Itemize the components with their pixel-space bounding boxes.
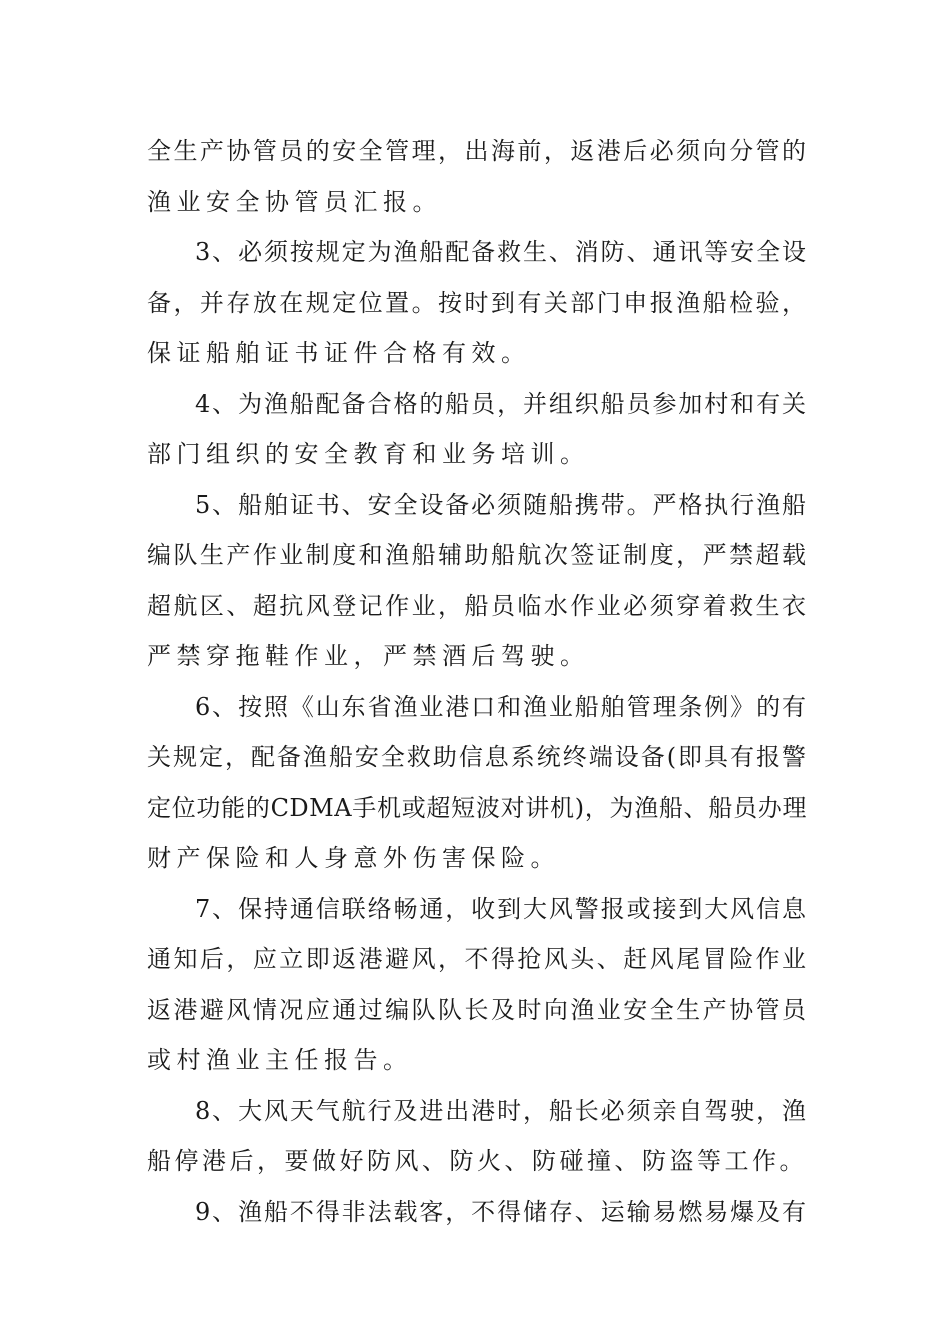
text-line: 3、必须按规定为渔船配备救生、消防、通讯等安全设	[195, 238, 807, 266]
text-line: 9、渔船不得非法载客，不得储存、运输易燃易爆及有	[195, 1198, 807, 1226]
text-line: 或村渔业主任报告。	[147, 1046, 413, 1074]
text-line: 超航区、超抗风登记作业，船员临水作业必须穿着救生衣	[147, 592, 807, 620]
text-line: 8、大风天气航行及进出港时，船长必须亲自驾驶，渔	[195, 1097, 807, 1125]
text-line: 通知后，应立即返港避风，不得抢风头、赶风尾冒险作业	[147, 945, 807, 973]
text-line: 财产保险和人身意外伤害保险。	[147, 844, 560, 872]
text-line: 备，并存放在规定位置。按时到有关部门申报渔船检验，	[147, 289, 807, 317]
text-line: 4、为渔船配备合格的船员，并组织船员参加村和有关	[195, 390, 807, 418]
text-line: 6、按照《山东省渔业港口和渔业船舶管理条例》的有	[195, 693, 807, 721]
text-line: 严禁穿拖鞋作业，严禁酒后驾驶。	[147, 642, 590, 670]
text-line: 编队生产作业制度和渔船辅助船航次签证制度，严禁超载	[147, 541, 807, 569]
text-line: 部门组织的安全教育和业务培训。	[147, 440, 590, 468]
text-line: 5、船舶证书、安全设备必须随船携带。严格执行渔船	[195, 491, 807, 519]
text-line: 关规定，配备渔船安全救助信息系统终端设备(即具有报警	[147, 743, 807, 771]
text-line: 保证船舶证书证件合格有效。	[147, 339, 531, 367]
text-line: 渔业安全协管员汇报。	[147, 188, 442, 216]
text-line: 全生产协管员的安全管理，出海前，返港后必须向分管的	[147, 137, 807, 165]
text-line: 船停港后，要做好防风、防火、防碰撞、防盗等工作。	[147, 1147, 807, 1175]
text-line: 返港避风情况应通过编队队长及时向渔业安全生产协管员	[147, 996, 807, 1024]
text-line: 7、保持通信联络畅通，收到大风警报或接到大风信息	[195, 895, 807, 923]
text-line: 定位功能的CDMA手机或超短波对讲机)，为渔船、船员办理	[147, 794, 807, 822]
